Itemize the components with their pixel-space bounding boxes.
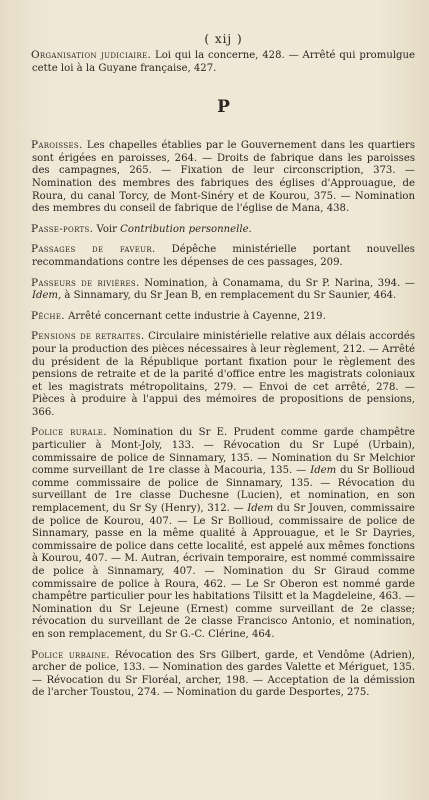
entry-heading: Police urbaine. — [31, 648, 110, 661]
entry-text: Les chapelles établies par le Gouvernement dans les quartiers sont érigées en paroisses, 264. — Droits de fabrique dans les paroisses des campagnes, 265. — Fixation de leur circonscription, 373. — Nomination des membres des fabriques des églises d'Approuague, de Roura, du canal Torcy, de Mont-Sinéry et de Kourou, 375. — Nomination des membres du conseil de fabrique de l'église de Mana, 438. — [32, 140, 415, 215]
section-letter: P — [217, 97, 230, 118]
entry-heading: Pêche. — [31, 309, 65, 322]
entry-text-italic: Idem — [247, 503, 274, 515]
index-entry — [32, 223, 415, 237]
entry-heading: Police rurale. — [31, 426, 107, 439]
index-entry — [32, 649, 415, 700]
index-entry — [32, 277, 415, 303]
entry-text: Révocation des Srs Gilbert, garde, et Vendôme (Adrien), archer de police, 133. — Nomination des gardes Valette et Mériguet, 135. — Révocation du Sr Floréal, archer, 198. — Acceptation de la démission de l'archer Toustou, 274. — Nomination du garde Desportes, 275. — [32, 649, 415, 699]
entry-text: Nomination, à Conamama, du Sr P. Narina, 394. — — [139, 277, 415, 289]
index-entry — [32, 426, 415, 641]
index-entries — [32, 139, 415, 700]
entry-heading: Pensions de retraites. — [31, 330, 145, 343]
entry-text: Nomination du Sr E. Prudent comme garde champêtre particulier à Mont-Joly, 133. — Révocation du Sr Lupé (Urbain), commissaire de police de Sinnamary, 135. — Nomination du Sr Melchior comme surveillant de 1re classe à Macouria, 135. — — [32, 427, 415, 477]
index-entry — [32, 330, 415, 419]
page-number: ( xij ) — [204, 32, 243, 46]
entry-heading: Passages de faveur. — [31, 243, 156, 256]
entry-text-italic: Idem, — [32, 290, 62, 302]
entry-text: à Sinnamary, du Sr Jean B, en remplacement du Sr Saunier, 464. — [61, 290, 397, 302]
entry-heading: Passe-ports. — [31, 222, 94, 235]
entry-text-italic: Contribution personnelle. — [120, 223, 252, 235]
index-entry — [32, 243, 415, 269]
entry-text: Arrêté concernant cette industrie à Cayenne, 219. — [64, 310, 326, 322]
entry-text: Dépêche ministérielle portant nouvelles recommandations contre les dépenses de ces passages, 209. — [32, 244, 415, 268]
entry-heading: Paroisses. — [31, 139, 83, 152]
index-entry — [32, 139, 415, 216]
entry-text: Voir — [93, 223, 121, 235]
entry-heading: Passeurs de rivières. — [31, 276, 140, 289]
entry-text: Circulaire ministérielle relative aux délais accordés pour la production des pièces nécessaires à leur règlement, 212. — Arrêté du président de la République portant fixation pour le règlement des pensions de retraite et de la parité d'office entre les magistrats coloniaux et les magistrats métropolitains, 279. — Envoi de cet arrêté, 278. — Pièces à produire à l'appui des mémoires de propositions de pensions, 366. — [32, 331, 415, 418]
index-entry — [32, 310, 415, 324]
entry-organisation-judiciaire — [32, 49, 415, 75]
entry-text: Loi qui la concerne, 428. — Arrêté qui promulgue cette loi à la Guyane française, 427. — [32, 50, 415, 74]
entry-text: du Sr Bollioud comme commissaire de police de Sinnamary, 135. — Révocation du surveillant de 1re classe Duchesne (Lucien), et nomination, en son remplacement, du Sr Sy (Henry), 312. — — [32, 465, 415, 515]
entry-text-italic: Idem — [310, 465, 337, 477]
entry-text: du Sr Jouven, commissaire de police de Kourou, 407. — Le Sr Bollioud, commissaire de police de Sinnamary, passe en la même qualité à Approuague, et le Sr Dayries, commissaire de police dans cette localité, est appelé aux mêmes fonctions à Kourou, 407. — M. Autran, écrivain temporaire, est nommé commissaire de police à Sinnamary, 407. — Nomination du Sr Giraud comme commissaire de police à Roura, 462. — Le Sr Oberon est nommé garde champêtre particulier pour les habitations Tilsitt et la Magdeleine, 463. — Nomination du Sr Lejeune (Ernest) comme surveillant de 2e classe; révocation du surveillant de 2e classe Francisco Antonio, et nomination, en son remplacement, du Sr G.-C. Clérine, 464. — [32, 503, 415, 640]
entry-heading: Organisation judiciaire. — [31, 49, 152, 61]
